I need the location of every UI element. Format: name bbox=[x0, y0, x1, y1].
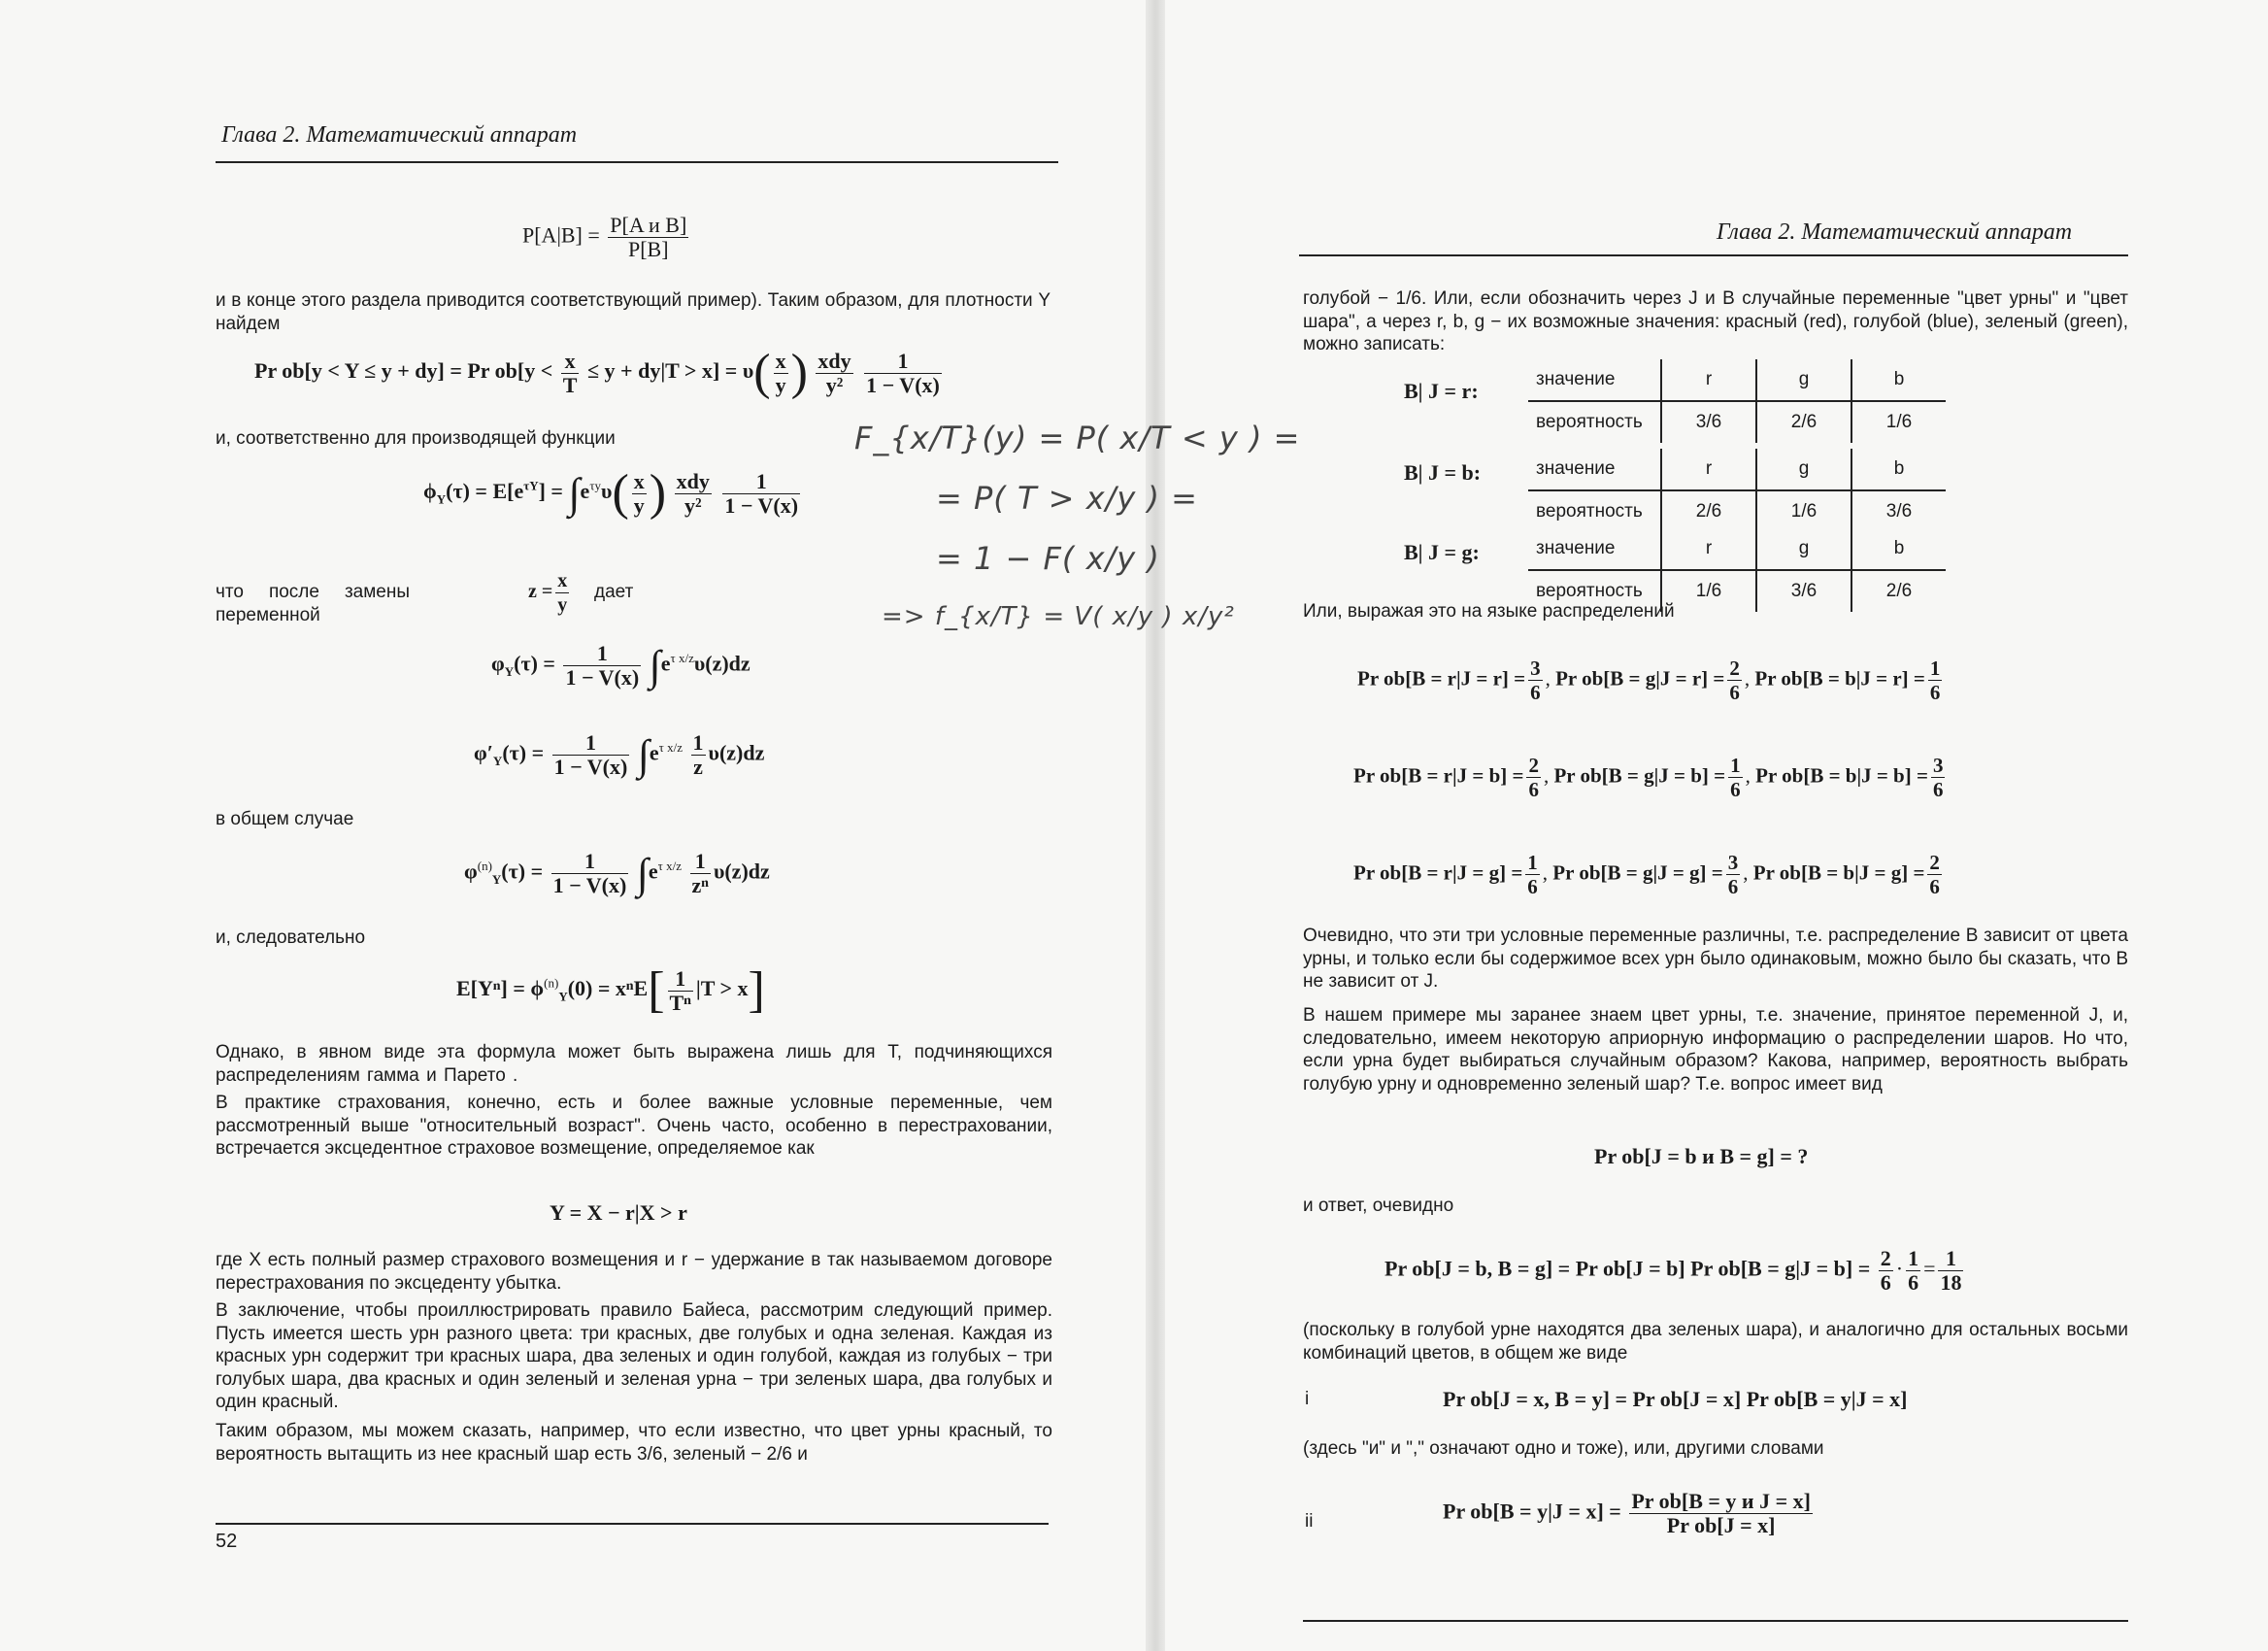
formula-conditional-probability: P[A|B] = $\frac{\text{P[A и B]}}{P[B]}$ bbox=[522, 213, 687, 261]
right-paragraph-7: (здесь "и" и "," означают одно и тоже), или, другими словами bbox=[1303, 1438, 1824, 1459]
left-paragraph-7: В практике страхования, конечно, есть и более важные условные переменные, чем рассмотренный выше "относительный возраст". Очень часто, особенно в перестраховании, встречается эксцедентное страховое возмещение, определяемое как bbox=[216, 1093, 1052, 1159]
handwritten-note-line-4: => f_{x/T} = V( x/y ) x/y² bbox=[882, 602, 1235, 631]
formula-generating-function: $\phi_Y(\tau) = E[e^{\tau Y}] = \int e^{\tau y}\upsilon$( $\frac{x}{y}$ ) $\frac{\text{xdy}}{\text{y²}}$ $\frac{1}{1 - V(x)}$ bbox=[423, 465, 799, 521]
table-blue-urn: значение r g b вероятность 2/6 1/6 3/6 bbox=[1528, 449, 1946, 532]
left-footer-rule bbox=[216, 1523, 1049, 1525]
table-label-green-urn: B| J = g: bbox=[1404, 540, 1480, 564]
formula-answer: Pr ob[J = b, B = g] = Pr ob[J = b] Pr ob[B = g|J = b] = $\frac{2}{6}$ · $\frac{1}{6}$ = $\frac{1}{18}$ bbox=[1384, 1246, 1962, 1295]
left-header-rule bbox=[216, 161, 1058, 163]
handwritten-note-line-1: F_{x/T}(y) = P( x/T < y ) = bbox=[854, 420, 1301, 456]
table-green-urn: значение r g b вероятность 1/6 3/6 2/6 bbox=[1528, 528, 1946, 612]
right-footer-rule bbox=[1303, 1620, 2128, 1622]
left-paragraph-9: В заключение, чтобы проиллюстрировать правило Байеса, рассмотрим следующий пример. Пусть имеется шесть урн разного цвета: три красных, две голубых и одна зеленая. Каждая из красных урн содержит три красных шара, два зеленых и один голубой, каждая из голубых − три голубых шара, два красных и один зеленый и зеленая урна − три зеленых шара, два голубых и один красный. bbox=[216, 1300, 1052, 1412]
right-paragraph-5: и ответ, очевидно bbox=[1303, 1196, 1454, 1216]
table-label-red-urn: B| J = r: bbox=[1404, 379, 1479, 403]
formula-excess-claim: Y = X − r|X > r bbox=[550, 1200, 687, 1225]
formula-distribution-row-1: Pr ob[B = r|J = r] = $\frac{3}{6}$ , Pr ob[B = g|J = r] = $\frac{2}{6}$ , Pr ob[B = b|J = r] = $\frac{1}{6}$ bbox=[1357, 657, 1941, 704]
formula-phi-y-derivative: $\varphi'_Y(\tau)$ = $\frac{1}{1 - V(x)}$ $\int e^{\tau x/z}$ $\frac{1}{z}$ υ(z)dz bbox=[474, 730, 765, 779]
handwritten-note-line-2: = P( T > x/y ) = bbox=[936, 480, 1198, 517]
right-running-header: Глава 2. Математический аппарат bbox=[1717, 219, 2073, 245]
formula-ii: Pr ob[B = y|J = x] = $\frac{\text{Pr ob[B = y и J = x]}}{\text{Pr ob[J = x]}}$ bbox=[1443, 1489, 1811, 1537]
table-red-urn: значение r g b вероятность 3/6 2/6 1/6 bbox=[1528, 359, 1946, 443]
left-paragraph-4: в общем случае bbox=[216, 809, 354, 829]
left-paragraph-3a: что после замены переменной bbox=[216, 582, 410, 625]
formula-distribution-row-2: Pr ob[B = r|J = b] = $\frac{2}{6}$ , Pr ob[B = g|J = b] = $\frac{1}{6}$ , Pr ob[B = b|J = b] = $\frac{3}{6}$ bbox=[1353, 754, 1944, 801]
handwritten-note-line-3: = 1 − F( x/y ) bbox=[936, 540, 1160, 577]
left-paragraph-8: где X есть полный размер страхового возмещения и r − удержание в так называемом договоре перестрахования по эксцеденту убытка. bbox=[216, 1250, 1052, 1294]
formula-distribution-row-3: Pr ob[B = r|J = g] = $\frac{1}{6}$ , Pr ob[B = g|J = g] = $\frac{3}{6}$ , Pr ob[B = b|J = g] = $\frac{2}{6}$ bbox=[1353, 851, 1940, 898]
formula-substitution: z = $\frac{x}{y}$ bbox=[528, 570, 568, 616]
equation-number-i: i bbox=[1305, 1389, 1310, 1409]
formula-prob-density-y: Pr ob[y < Y ≤ y + dy] = Pr ob[y < $\frac{x}{T}$ ≤ y + dy|T > x] = υ( $\frac{x}{y}$ ) $\frac{\text{xdy}}{\text{y²}}$ $\frac{1}{1 - V(x)}$ bbox=[254, 345, 940, 400]
left-paragraph-1: и в конце этого раздела приводится соответствующий пример). Таким образом, для плотности Y найдем bbox=[216, 290, 1051, 334]
page-number: 52 bbox=[216, 1531, 238, 1552]
right-paragraph-2: Или, выражая это на языке распределений bbox=[1303, 601, 1675, 622]
right-paragraph-1: голубой − 1/6. Или, если обозначить через J и B случайные переменные "цвет урны" и "цвет шара", а через r, b, g − их возможные значения: красный (red), голубой (blue), зеленый (green), можно записать: bbox=[1303, 288, 2128, 354]
book-gutter bbox=[1146, 0, 1165, 1651]
formula-expectation: $E[Y^n] = \phi^{(n)}_Y(0) = x^nE$[ $\frac{1}{\text{Tⁿ}}$ |T > x] bbox=[456, 962, 765, 1018]
left-paragraph-3b: дает bbox=[594, 582, 634, 602]
left-paragraph-5: и, следовательно bbox=[216, 927, 366, 948]
formula-phi-y: $\varphi_Y(\tau)$ = $\frac{1}{1 - V(x)}$ $\int e^{\tau x/z}\upsilon(z)dz$ bbox=[491, 641, 750, 690]
left-paragraph-2: и, соответственно для производящей функции bbox=[216, 428, 616, 449]
left-paragraph-10: Таким образом, мы можем сказать, например, что если известно, что цвет урны красный, то вероятность вытащить из нее красный шар есть 3/6, зеленый − 2/6 и bbox=[216, 1421, 1052, 1465]
formula-question: Pr ob[J = b и B = g] = ? bbox=[1594, 1144, 1809, 1168]
left-paragraph-6: Однако, в явном виде эта формула может быть выражена лишь для T, подчиняющихся распределениям гамма и Парето . bbox=[216, 1042, 1052, 1086]
right-paragraph-6: (поскольку в голубой урне находятся два зеленых шара), и аналогично для остальных восьми комбинаций цветов, в общем же виде bbox=[1303, 1320, 2128, 1364]
right-header-rule bbox=[1299, 254, 2128, 256]
right-paragraph-4: В нашем примере мы заранее знаем цвет урны, т.е. значение, принятое переменной J, и, следовательно, имеем некоторую априорную информацию о распределении шаров. Но что, если урна будет выбираться случайным образом? Какова, например, вероятность выбрать голубую урну и одновременно зеленый шар? Т.е. вопрос имеет вид bbox=[1303, 1005, 2128, 1095]
equation-number-ii: ii bbox=[1305, 1511, 1314, 1532]
left-running-header: Глава 2. Математический аппарат bbox=[221, 122, 578, 148]
table-label-blue-urn: B| J = b: bbox=[1404, 460, 1482, 485]
formula-phi-y-n: $\varphi^{(n)}_Y(\tau)$ = $\frac{1}{1 - V(x)}$ $\int e^{\tau x/z}$ $\frac{1}{\text{zⁿ}}$ υ(z)dz bbox=[464, 849, 770, 897]
formula-i: Pr ob[J = x, B = y] = Pr ob[J = x] Pr ob[B = y|J = x] bbox=[1443, 1387, 1908, 1411]
right-paragraph-3: Очевидно, что эти три условные переменные различны, т.е. распределение B зависит от цвета урны, и только если бы содержимое всех урн было одинаковым, можно было бы сказать, что B не зависит от J. bbox=[1303, 926, 2128, 992]
